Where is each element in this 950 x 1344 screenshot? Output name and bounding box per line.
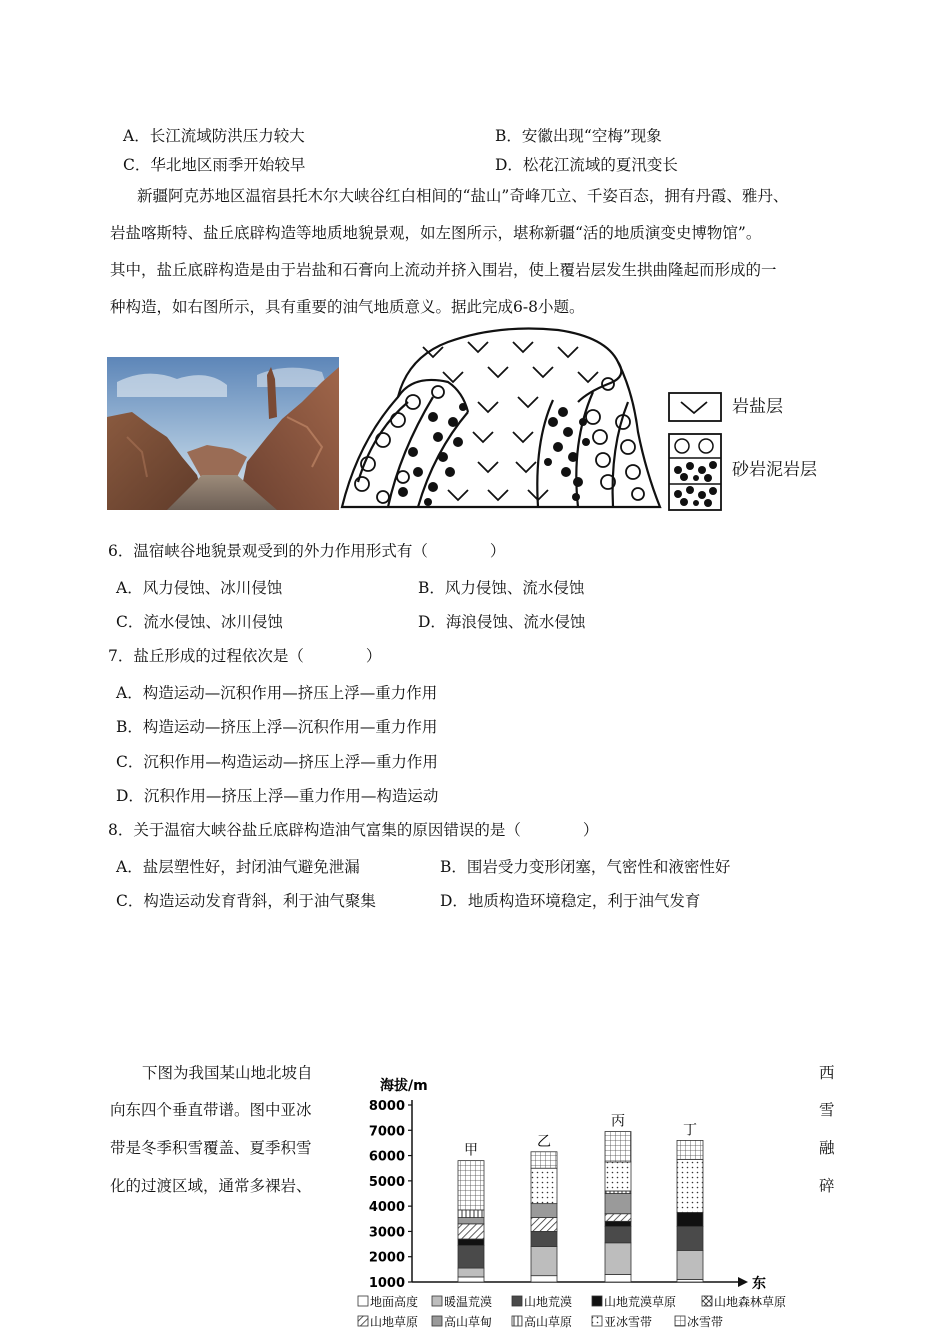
diagram-legend-swatches [668, 392, 722, 512]
bar-segment [531, 1218, 557, 1232]
vertical-belt-chart [340, 1070, 820, 1340]
bar-segment [677, 1140, 703, 1159]
bar-segment [605, 1214, 631, 1222]
bar-segment [531, 1247, 557, 1276]
y-tick-label: 5000 [368, 1174, 405, 1190]
y-tick-label: 7000 [368, 1124, 405, 1140]
legend-swatch [592, 1316, 602, 1326]
bar-segment [458, 1224, 484, 1239]
q8-stem: 8．关于温宿大峡谷盐丘底辟构造油气富集的原因错误的是（ ） [108, 821, 599, 839]
legend-label: 高山草甸 [444, 1315, 493, 1329]
legend-label: 山地森林草原 [714, 1295, 787, 1309]
legend-label: 山地荒漠 [524, 1295, 573, 1309]
legend-swatch [358, 1316, 368, 1326]
bar-segment [677, 1212, 703, 1226]
legend-swatch [512, 1296, 522, 1306]
bar-segment [531, 1152, 557, 1168]
legend-label: 地面高度 [370, 1295, 419, 1309]
bar-segment [677, 1226, 703, 1250]
q8-option-c: C．构造运动发育背斜，利于油气聚集 [116, 892, 376, 910]
x-axis-arrow [738, 1277, 748, 1287]
y-tick-label: 8000 [368, 1099, 405, 1114]
q7-stem: 7．盐丘形成的过程依次是（ ） [108, 647, 382, 665]
y-tick-label: 4000 [368, 1200, 405, 1216]
passage2-right-1: 西 [819, 1064, 835, 1082]
y-tick-label: 1000 [368, 1276, 405, 1291]
bar-segment [677, 1159, 703, 1212]
bar-segment [531, 1231, 557, 1246]
legend-salt-swatch [669, 393, 721, 421]
legend-swatch [592, 1296, 602, 1306]
passage-line-1: 新疆阿克苏地区温宿县托木尔大峡谷红白相间的“盐山”奇峰兀立、千姿百态，拥有丹霞、雅丹、 [137, 187, 789, 205]
q5-option-a: A．长江流域防洪压力较大 [123, 127, 305, 145]
legend-swatch [358, 1296, 368, 1306]
q6-option-a: A．风力侵蚀、冰川侵蚀 [116, 579, 283, 597]
bar-segment [458, 1210, 484, 1218]
legend-label: 亚冰雪带 [604, 1315, 653, 1329]
passage2-right-4: 碎 [819, 1177, 835, 1195]
q8-option-a: A．盐层塑性好，封闭油气避免泄漏 [116, 858, 360, 876]
q6-option-c: C．流水侵蚀、冰川侵蚀 [116, 613, 283, 631]
legend-swatch [675, 1316, 685, 1326]
legend-label: 山地草原 [370, 1315, 419, 1329]
category-label: 丁 [683, 1122, 697, 1139]
q7-option-d: D．沉积作用—挤压上浮—重力作用—构造运动 [116, 787, 439, 805]
legend-salt-label: 岩盐层 [732, 397, 783, 417]
legend-label: 山地荒漠草原 [604, 1295, 677, 1309]
legend-swatch [432, 1296, 442, 1306]
bar-segment [605, 1194, 631, 1214]
q7-option-b: B．构造运动—挤压上浮—沉积作用—重力作用 [116, 718, 438, 736]
passage-line-4: 种构造，如右图所示，具有重要的油气地质意义。据此完成6-8小题。 [110, 298, 585, 316]
q5-option-c: C．华北地区雨季开始较早 [123, 156, 306, 174]
legend-label: 冰雪带 [687, 1315, 724, 1329]
passage-line-3: 其中，盐丘底辟构造是由于岩盐和石膏向上流动并挤入围岩，使上覆岩层发生拱曲隆起而形成的一 [110, 261, 777, 279]
bar-segment [458, 1245, 484, 1268]
legend-swatch [432, 1316, 442, 1326]
chart-ylabel: 海拔/m [380, 1078, 428, 1094]
passage-line-2: 岩盐喀斯特、盐丘底辟构造等地质地貌景观，如左图所示，堪称新疆“活的地质演变史博物馆”。 [110, 224, 762, 242]
bar-segment [458, 1218, 484, 1224]
category-label: 甲 [464, 1142, 478, 1159]
y-tick-label: 2000 [368, 1250, 405, 1266]
bar-segment [605, 1221, 631, 1226]
legend-swatch [702, 1296, 712, 1306]
bar-segment [458, 1161, 484, 1210]
q6-option-d: D．海浪侵蚀、流水侵蚀 [418, 613, 586, 631]
passage2-left-3: 带是冬季积雪覆盖、夏季积雪 [110, 1139, 312, 1157]
category-label: 乙 [537, 1133, 551, 1150]
legend-swatch [512, 1316, 522, 1326]
bar-segment [531, 1276, 557, 1282]
legend-label: 高山草原 [524, 1315, 573, 1329]
bar-segment [605, 1274, 631, 1282]
bar-segment [605, 1162, 631, 1191]
bar-segment [458, 1277, 484, 1282]
q8-option-d: D．地质构造环境稳定，利于油气发育 [440, 892, 701, 910]
y-tick-label: 3000 [368, 1225, 405, 1241]
bar-segment [531, 1204, 557, 1218]
y-tick-label: 6000 [368, 1149, 405, 1165]
passage2-left-1: 下图为我国某山地北坡自 [142, 1064, 313, 1082]
q7-option-c: C．沉积作用—构造运动—挤压上浮—重力作用 [116, 753, 438, 771]
salt-dome-diagram [338, 322, 668, 512]
bar-segment [605, 1226, 631, 1242]
chart-xlabel: 东 [752, 1276, 766, 1292]
bar-segment [531, 1168, 557, 1203]
category-label: 丙 [611, 1113, 625, 1130]
bar-segment [677, 1250, 703, 1279]
passage2-left-4: 化的过渡区域，通常多裸岩、 [110, 1177, 312, 1195]
bar-segment [605, 1243, 631, 1275]
passage2-right-2: 雪 [819, 1101, 835, 1119]
q8-option-b: B．围岩受力变形闭塞，气密性和液密性好 [440, 858, 731, 876]
bar-segment [458, 1268, 484, 1277]
q5-option-b: B．安徽出现“空梅”现象 [495, 127, 662, 145]
q6-stem: 6．温宿峡谷地貌景观受到的外力作用形式有（ ） [108, 542, 506, 560]
q6-option-b: B．风力侵蚀、流水侵蚀 [418, 579, 585, 597]
legend-sandstone-label: 砂岩泥岩层 [732, 460, 817, 480]
passage2-left-2: 向东四个垂直带谱。图中亚冰 [110, 1101, 312, 1119]
mudstone-dots [398, 403, 590, 506]
canyon-photo [107, 357, 339, 510]
q7-option-a: A．构造运动—沉积作用—挤压上浮—重力作用 [116, 684, 438, 702]
bar-segment [458, 1239, 484, 1245]
q5-option-d: D．松花江流域的夏汛变长 [495, 156, 678, 174]
legend-label: 暖温荒漠 [444, 1295, 493, 1309]
bar-segment [605, 1132, 631, 1162]
passage2-right-3: 融 [819, 1139, 835, 1157]
